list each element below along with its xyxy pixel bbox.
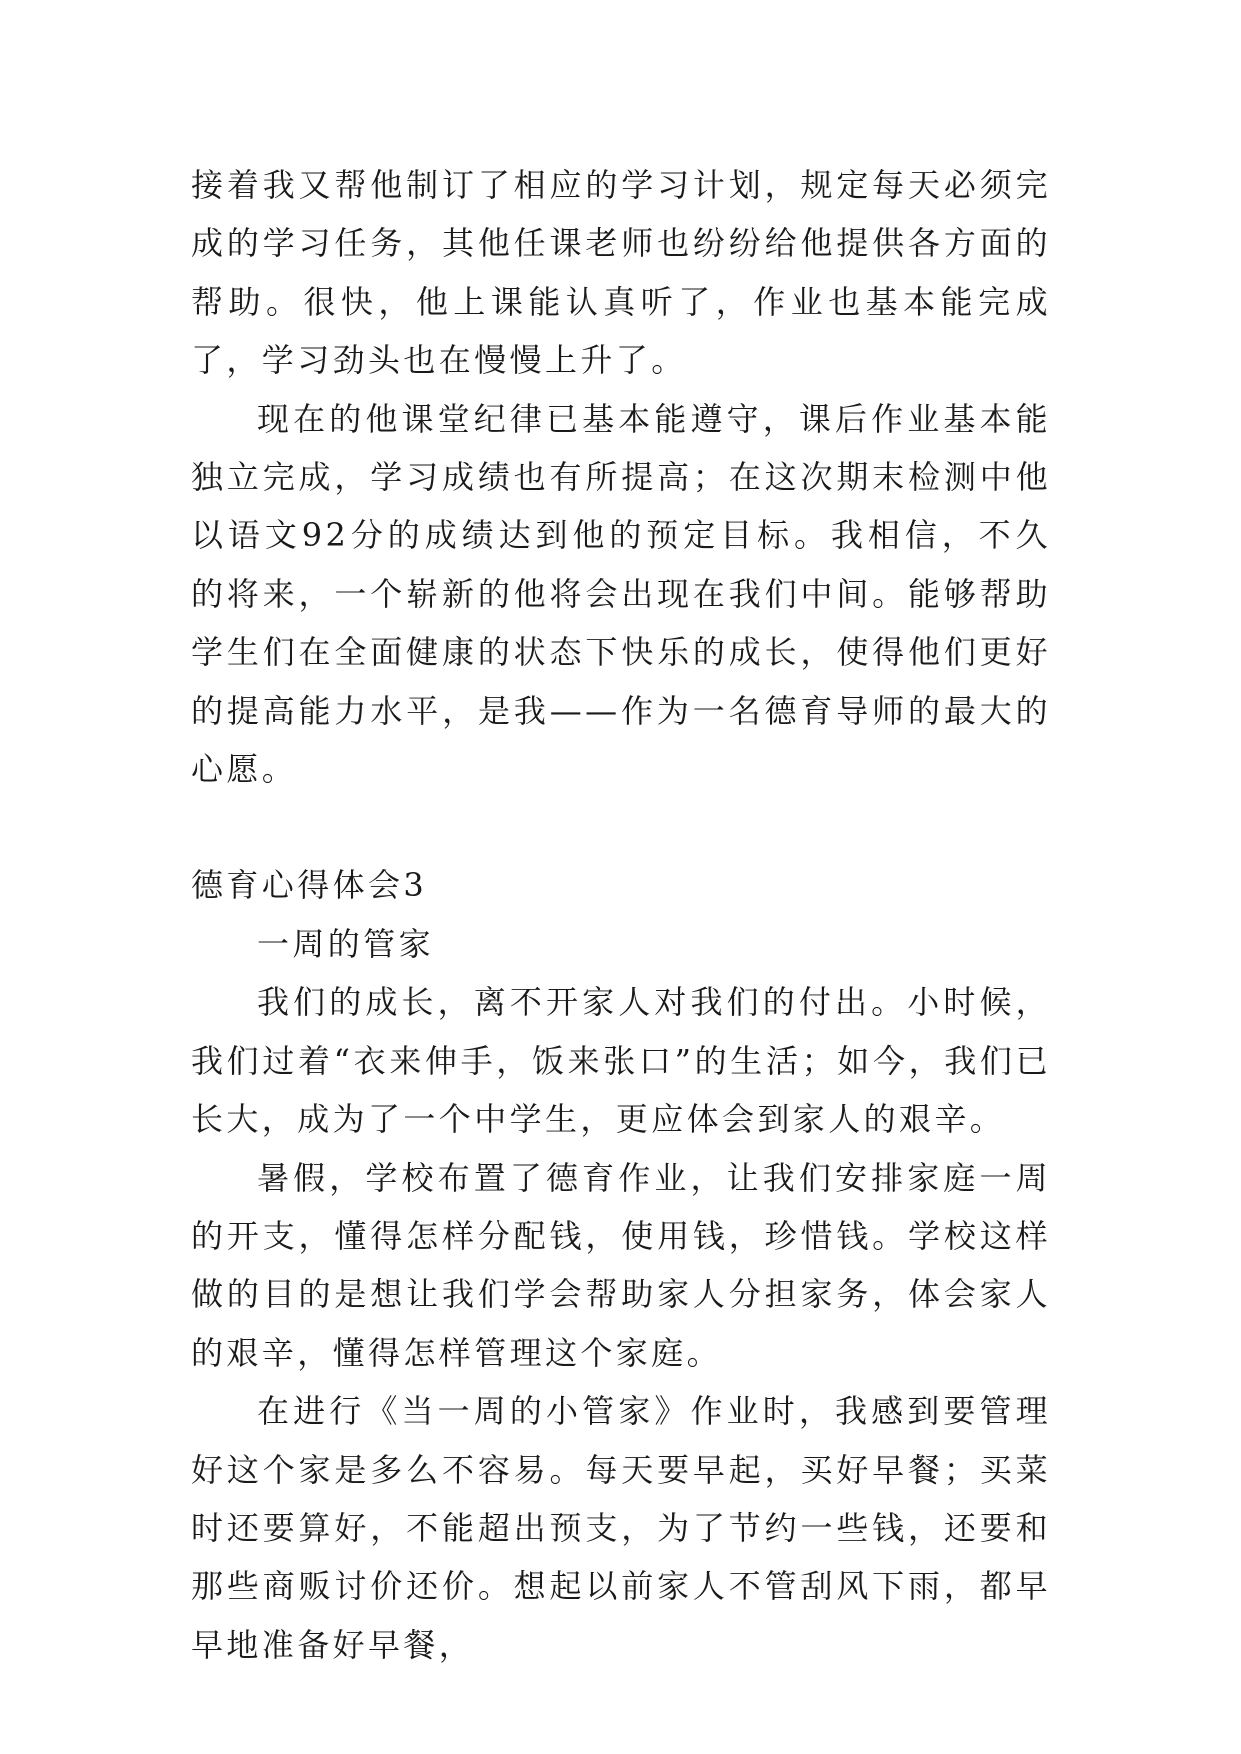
document-page — [191, 156, 1051, 1674]
paragraph-progress: 现在的他课堂纪律已基本能遵守，课后作业基本能独立完成，学习成绩也有所提高；在这次期末检测中他以语文92分的成绩达到他的预定目标。我相信，不久的将来，一个崭新的他将会出现在我们中间。能够帮助学生们在全面健康的状态下快乐的成长，使得他们更好的提高能力水平，是我——作为一名德育导师的最大的心愿。 — [191, 399, 1051, 789]
paragraph-growth: 我们的成长，离不开家人对我们的付出。小时候，我们过着“衣来伸手，饭来张口”的生活；如今，我们已长大，成为了一个中学生，更应体会到家人的艰辛。 — [191, 983, 1051, 1139]
section-title: 德育心得体会3 — [191, 866, 428, 905]
paragraph-housekeeper: 在进行《当一周的小管家》作业时，我感到要管理好这个家是多么不容易。每天要早起，买好早餐；买菜时还要算好，不能超出预支，为了节约一些钱，还要和那些商贩讨价还价。想起以前家人不管刮风下雨，都早早地准备好早餐， — [191, 1392, 1051, 1664]
section-subtitle: 一周的管家 — [257, 924, 435, 963]
paragraph-study-plan: 接着我又帮他制订了相应的学习计划，规定每天必须完成的学习任务，其他任课老师也纷纷给他提供各方面的帮助。很快，他上课能认真听了，作业也基本能完成了，学习劲头也在慢慢上升了。 — [191, 166, 1051, 380]
paragraph-summer-assignment: 暑假，学校布置了德育作业，让我们安排家庭一周的开支，懂得怎样分配钱，使用钱，珍惜钱。学校这样做的目的是想让我们学会帮助家人分担家务，体会家人的艰辛，懂得怎样管理这个家庭。 — [191, 1158, 1051, 1372]
